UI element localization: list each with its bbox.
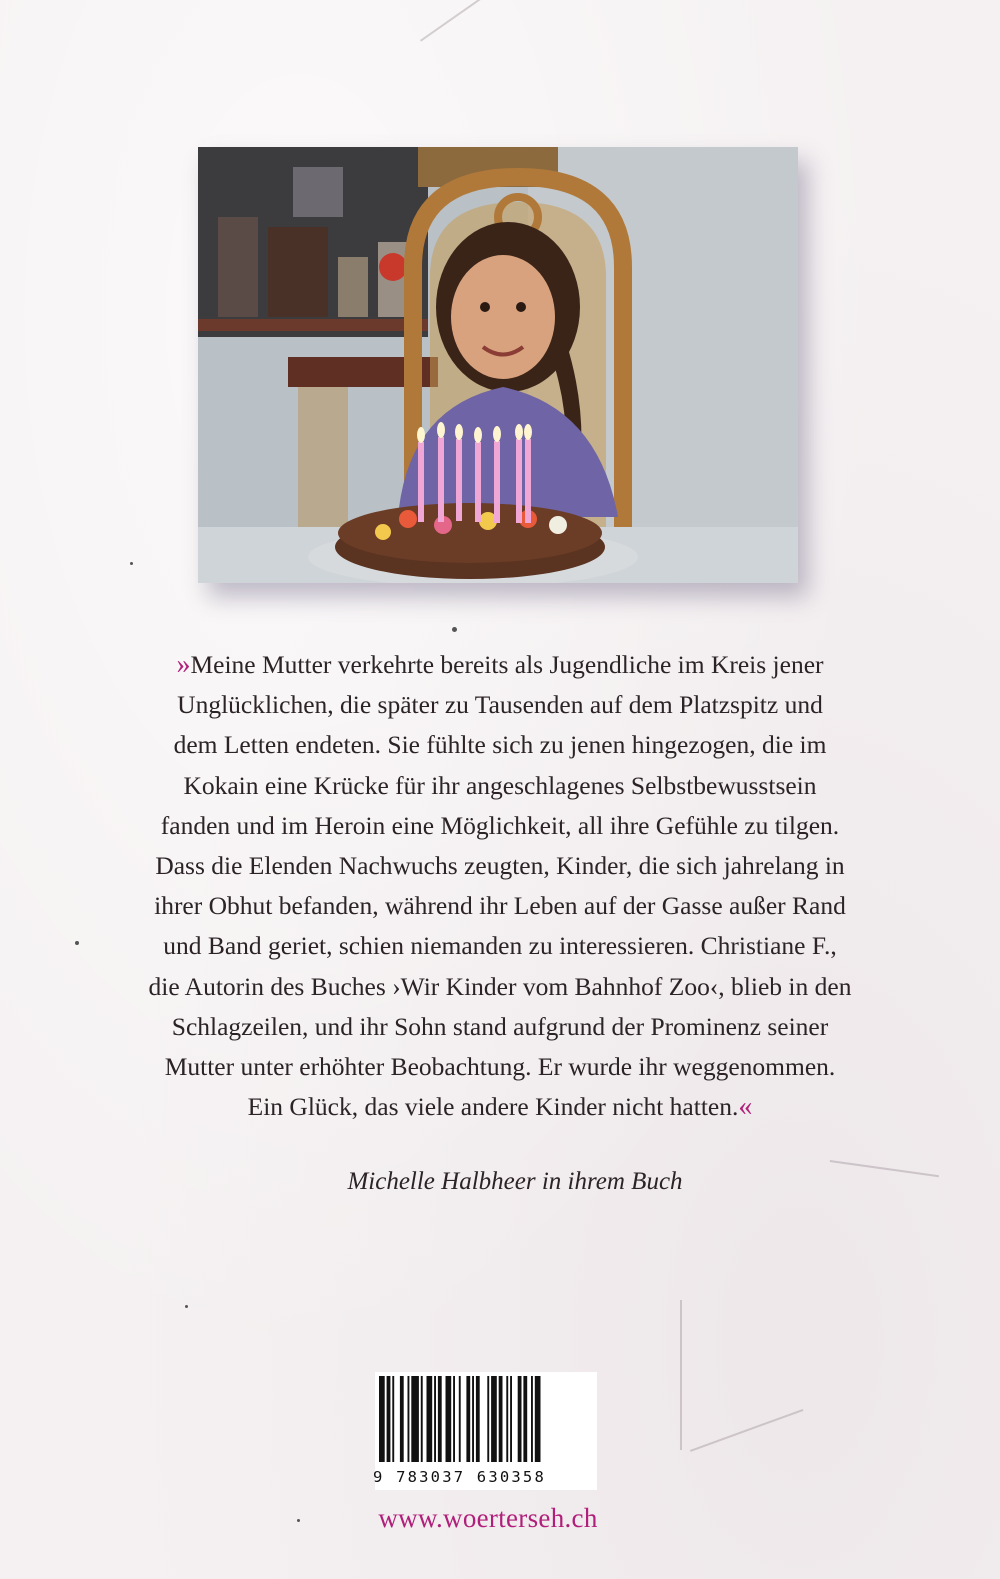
quote-line [60, 1087, 940, 1127]
quote-line: Dass die Elenden Nachwuchs zeugten, Kinder, die sich jahrelang in [155, 851, 845, 881]
quote-line: dem Letten endeten. Sie fühlte sich zu jenen hingezogen, die im [173, 730, 827, 760]
barcode-bar [400, 1376, 404, 1462]
scan-scratch [420, 0, 536, 42]
barcode-bar [438, 1376, 442, 1462]
barcode-bar [535, 1376, 541, 1462]
scan-scratch [680, 1300, 682, 1450]
quote-line: Schlagzeilen, und ihr Sohn stand aufgrund der Prominenz seiner [171, 1011, 829, 1041]
quote-attribution: Michelle Halbheer in ihrem Buch [347, 1168, 683, 1195]
barcode-bar [434, 1376, 436, 1462]
barcode-bar [476, 1376, 480, 1462]
quote-line-text: Ein Glück, das viele andere Kinder nicht hatten. [247, 1092, 739, 1122]
quote-line [60, 645, 940, 685]
scan-speck [297, 1519, 300, 1522]
scan-speck [452, 627, 457, 632]
scan-speck [130, 562, 133, 565]
cover-photo [198, 147, 798, 583]
barcode-bar [491, 1376, 497, 1462]
isbn-digits: 9 783037 630358 [373, 1468, 546, 1486]
quote-open-mark: » [176, 649, 191, 680]
barcode-bar [392, 1376, 394, 1462]
barcode-bar [466, 1376, 470, 1462]
barcode-bar [510, 1376, 512, 1462]
quote-line: fanden und im Heroin eine Möglichkeit, all ihre Gefühle zu tilgen. [160, 810, 840, 840]
scan-scratch [690, 1409, 803, 1452]
barcode-bar [472, 1376, 474, 1462]
barcode-bar [487, 1376, 489, 1462]
quote-line: und Band geriet, schien niemanden zu interessieren. Christiane F., [163, 931, 837, 961]
barcode-bar [421, 1376, 423, 1462]
cover-photo-frame [198, 147, 798, 583]
barcode-bar [408, 1376, 410, 1462]
barcode-bar [499, 1376, 503, 1462]
quote-close-mark: « [738, 1091, 753, 1123]
quote-line: ihrer Obhut befanden, während ihr Leben auf der Gasse außer Rand [154, 891, 846, 921]
scan-speck [185, 1305, 188, 1308]
barcode-bar [531, 1376, 533, 1462]
barcode-bar [518, 1376, 522, 1462]
quote-line: Unglücklichen, die später zu Tausenden auf dem Platzspitz und [177, 690, 823, 720]
barcode-bar [453, 1376, 455, 1462]
quote-line: Kokain eine Krücke für ihr angeschlagenes Selbstbewusstsein [183, 770, 817, 800]
barcode-bar [459, 1376, 461, 1462]
barcode-bar [506, 1376, 508, 1462]
publisher-website[interactable]: www.woerterseh.ch [378, 1503, 598, 1533]
barcode-bar [411, 1376, 419, 1462]
barcode-bar [523, 1376, 527, 1462]
quote-line-text: Meine Mutter verkehrte bereits als Jugendliche im Kreis jener [190, 650, 824, 679]
scan-speck [75, 941, 79, 945]
quote-line: Mutter unter erhöhter Beobachtung. Er wurde ihr weggenommen. [164, 1052, 836, 1082]
blurb-quote [60, 645, 940, 1127]
quote-line: die Autorin des Buches ›Wir Kinder vom Bahnhof Zoo‹, blieb in den [148, 971, 852, 1001]
barcode-bar [446, 1376, 452, 1462]
barcode-bar [427, 1376, 433, 1462]
barcode-bar [387, 1376, 391, 1462]
barcode-bar [379, 1376, 385, 1462]
